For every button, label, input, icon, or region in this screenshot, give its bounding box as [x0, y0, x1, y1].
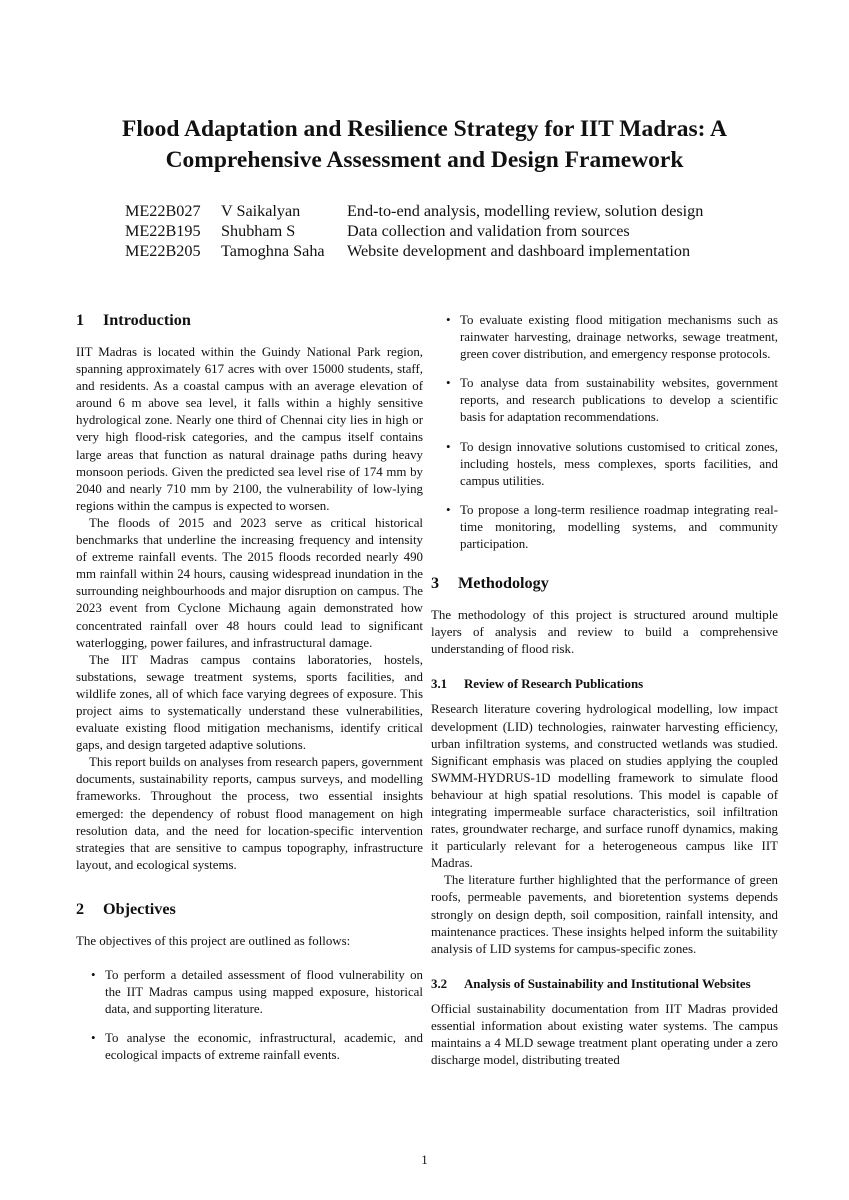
- objectives-list-part2: [431, 312, 778, 553]
- section-title: Objectives: [103, 899, 176, 918]
- section-number: 1: [76, 311, 85, 329]
- objectives-list-part1: [76, 967, 423, 1064]
- author-table: [125, 201, 703, 261]
- subsection-number: 3.2: [431, 976, 448, 991]
- right-column: [431, 312, 778, 1069]
- methodology-paragraph: The literature further highlighted that the performance of green roofs, permeable pavements, and bioretention systems depends strongly on design depth, soil composition, rainfall intensity, and maintenance practices. These insights helped inform the suitability analysis of LID systems for campus-specific zones.: [431, 873, 778, 956]
- objective-item: • To design innovative solutions customised to critical zones, including hostels, mess complexes, sports facilities, and campus utilities.: [431, 439, 778, 490]
- subsection-title: Review of Research Publications: [464, 677, 644, 692]
- objective-item: • To evaluate existing flood mitigation mechanisms such as rainwater harvesting, drainage networks, sewage treatment, green cover distribution, and emergency response protocols.: [431, 312, 778, 363]
- author-role: Data collection and validation from sources: [347, 222, 630, 240]
- section-number: 3: [431, 574, 440, 593]
- section-heading-introduction: [76, 310, 423, 330]
- subsection-number: 3.1: [431, 677, 448, 692]
- intro-paragraph: This report builds on analyses from research papers, government documents, sustainability reports, campus surveys, and modelling frameworks. Throughout the process, two essential insights emerged: the dependency of robust flood management on high resolution data, and the need for location-specific intervention strategies that are sensitive to campus topography, infrastructure layout, and ecological systems.: [76, 755, 423, 872]
- page-number: 1: [421, 1153, 428, 1167]
- objectives-intro: The objectives of this project are outlined as follows:: [76, 933, 351, 948]
- author-role: End-to-end analysis, modelling review, solution design: [347, 202, 704, 220]
- objective-item: • To propose a long-term resilience roadmap integrating real-time monitoring, modelling systems, and community participation.: [431, 502, 778, 553]
- section-heading-methodology: [431, 573, 778, 593]
- author-name: Shubham S: [221, 222, 296, 240]
- left-column: [76, 310, 423, 1064]
- objective-item: • To analyse the economic, infrastructural, academic, and ecological impacts of extreme rainfall events.: [76, 1030, 423, 1064]
- subsection-heading-3-1: [431, 676, 778, 693]
- methodology-paragraph: Official sustainability documentation from IIT Madras provided essential information about existing water systems. The campus maintains a 4 MLD sewage treatment plant operating under a zero discharge model, distributing treated: [431, 1001, 778, 1068]
- section-title: Methodology: [458, 574, 549, 593]
- intro-paragraph: The floods of 2015 and 2023 serve as critical historical benchmarks that underline the increasing frequency and intensity of extreme rainfall events. The 2015 floods recorded nearly 490 mm rainfall within 24 hours, causing widespread inundation in the surrounding neighbourhoods and major disruption on campus. The 2023 event from Cyclone Michaung again demonstrated how concentrated rainfall over 48 hours could lead to significant waterlogging, power failures, and infrastructural damage.: [76, 515, 423, 650]
- subsection-heading-3-2: [431, 976, 778, 993]
- section-heading-objectives: [76, 899, 423, 919]
- methodology-intro: The methodology of this project is structured around multiple layers of analysis and review to build a comprehensive understanding of flood risk.: [431, 608, 778, 657]
- objective-item: • To perform a detailed assessment of flood vulnerability on the IIT Madras campus using mapped exposure, historical data, and supporting literature.: [76, 967, 423, 1018]
- author-id: ME22B205: [125, 242, 201, 260]
- author-row: [125, 201, 703, 221]
- section-title: Introduction: [103, 311, 191, 329]
- author-id: ME22B027: [125, 202, 201, 220]
- intro-paragraph: The IIT Madras campus contains laboratories, hostels, substations, sewage treatment systems, sports facilities, and wildlife zones, all of which face varying degrees of exposure. This project aims to systematically understand these vulnerabilities, evaluate existing flood mitigation mechanisms, identify critical gaps, and design targeted adaptive solutions.: [76, 652, 423, 753]
- author-name: Tamoghna Saha: [221, 242, 325, 260]
- paper-title: Flood Adaptation and Resilience Strategy for IIT Madras: A Comprehensive Assessment and Design Framework: [122, 116, 727, 173]
- author-name: V Saikalyan: [221, 202, 301, 220]
- intro-paragraph: IIT Madras is located within the Guindy National Park region, spanning approximately 617 acres with over 15000 students, staff, and residents. As a coastal campus with an average elevation of around 6 m above sea level, it falls within a highly sensitive hydrological zone. Nearly one third of Chennai city lies in high or very high flood-risk categories, and the campus itself contains large areas that function as natural drainage paths during heavy monsoon periods. Given the predicted sea level rise of 174 mm by 2040 and nearly 710 mm by 2100, the vulnerability of low-lying regions within the campus is expected to worsen.: [76, 345, 423, 513]
- objective-item: • To analyse data from sustainability websites, government reports, and research publications to develop a scientific basis for adaptation recommendations.: [431, 375, 778, 426]
- section-number: 2: [76, 899, 85, 918]
- author-role: Website development and dashboard implementation: [347, 242, 691, 260]
- methodology-paragraph: Research literature covering hydrological modelling, low impact development (LID) technologies, rainwater harvesting efficiency, urban infiltration systems, and constructed wetlands was studied. Significant emphasis was placed on studies applying the coupled SWMM-HYDRUS-1D modelling framework to simulate flood behaviour at high spatial resolutions. This model is capable of integrating impermeable surface characteristics, soil infiltration rates, groundwater recharge, and surface runoff dynamics, making it particularly relevant for a heterogeneous campus like IIT Madras.: [431, 702, 778, 871]
- author-id: ME22B195: [125, 222, 201, 240]
- author-row: [125, 241, 703, 261]
- author-row: [125, 221, 703, 241]
- subsection-title: Analysis of Sustainability and Institutional Websites: [464, 976, 751, 991]
